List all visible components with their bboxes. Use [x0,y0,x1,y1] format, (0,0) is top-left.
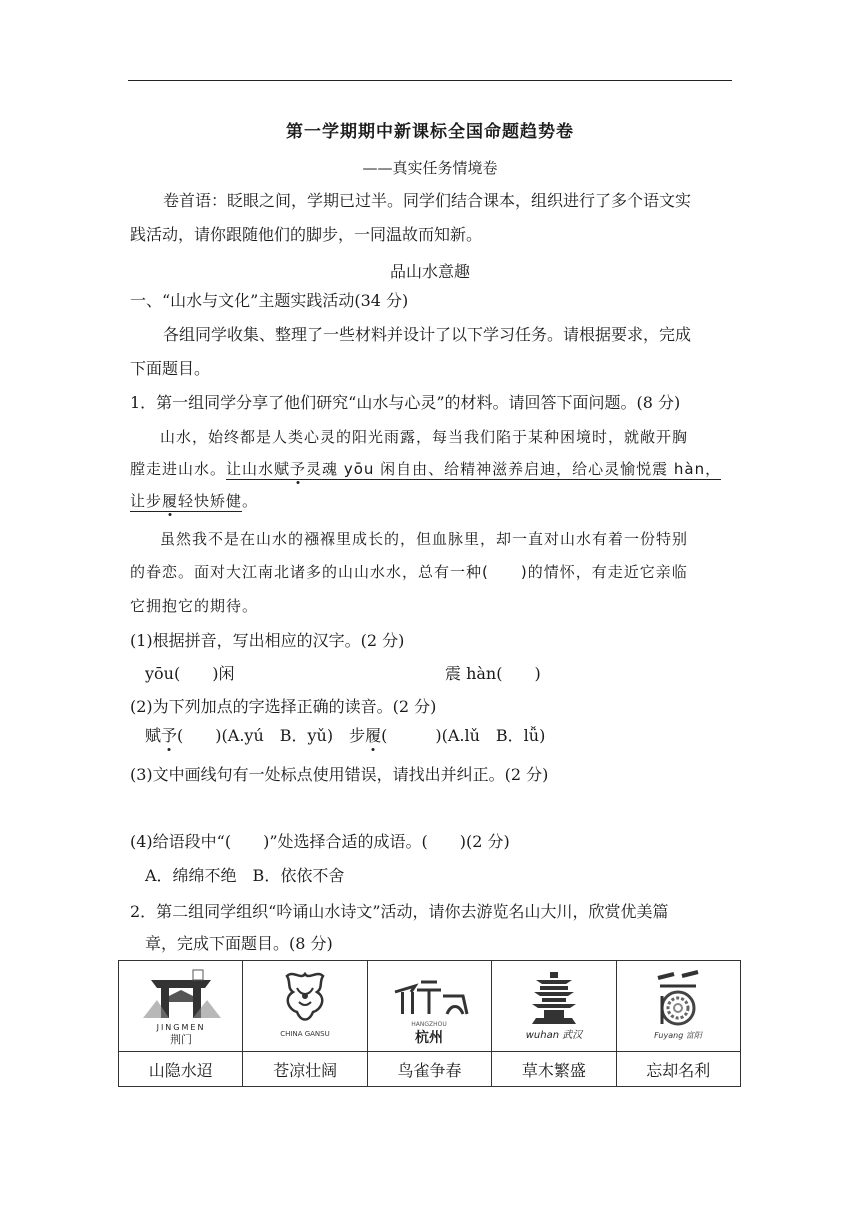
wuhan-logo-icon [506,966,602,1046]
city-logo-table [118,960,741,1087]
logo-cell [243,961,367,1052]
label-row [119,1052,741,1087]
part1-heading: 一、“山水与文化”主题实践活动(34 分) [130,291,409,310]
underlined-text: 轻快矫健 [178,492,243,510]
logo-caption: JINGMEN [156,1023,206,1032]
dotted-char: 予 [161,726,178,745]
q1-stem: 1．第一组同学分享了他们研究“山水与心灵”的材料。请回答下面问题。(8 分) [130,393,681,412]
passage-text: 。 [242,492,259,510]
q1-sub4: (4)给语段中“( )”处选择合适的成语。( )(2 分) [130,832,510,851]
logo-caption: CHINA GANSU [280,1030,330,1038]
jingmen-logo-icon [133,966,229,1046]
page-subtitle: ——真实任务情境卷 [362,159,498,177]
underlined-sentence-part-2 [130,492,242,512]
logo-cell [492,961,616,1052]
logo-caption: wuhan 武汉 [525,1030,583,1041]
underlined-text: 让山水赋 [226,460,291,478]
underlined-text: 灵魂 yōu 闲自由、给精神滋养启迪，给心灵愉悦震 hàn， [306,460,722,478]
sub2-text: ( )(A.yú B．yǔ) 步 [177,726,366,745]
logo-label: 山隐水迢 [119,1052,243,1087]
q1-sub1-blank-b[interactable]: 震 hàn( ) [445,664,541,683]
logo-cell [119,961,243,1052]
logo-label: 鸟雀争春 [367,1052,491,1087]
logo-caption: Fuyang 富阳 [654,1031,703,1040]
logo-name: 杭州 [415,1030,444,1046]
logo-cell [367,961,491,1052]
sub2-text: ( )(A.lǔ B．lǚ) [381,726,546,745]
q1-passage-line-1: 山水，始终都是人类心灵的阳光雨露，每当我们陷于某种困境时，就敞开胸 [160,428,689,446]
hangzhou-logo-icon [381,966,477,1046]
q1-sub1: (1)根据拼音，写出相应的汉字。(2 分) [130,631,405,650]
underlined-sentence-part-1 [226,460,721,480]
section-title: 品山水意趣 [389,262,470,281]
q1-passage2-line-1: 虽然我不是在山水的襁褓里成长的，但血脉里，却一直对山水有着一份特别 [160,530,689,548]
page-title: 第一学期期中新课标全国命题趋势卷 [286,122,574,142]
logo-label: 忘却名利 [616,1052,740,1087]
q1-sub2-options[interactable] [145,722,545,750]
fuyang-logo-icon [630,966,726,1046]
q1-sub4-options[interactable]: A．绵绵不绝 B．依依不舍 [145,866,345,885]
q2-stem-line-1: 2．第二组同学组织“吟诵山水诗文”活动，请你去游览名山大川，欣赏优美篇 [130,902,669,921]
q1-sub2: (2)为下列加点的字选择正确的读音。(2 分) [130,697,437,716]
passage-text: 膛走进山水。 [130,460,227,478]
logo-caption: HANGZHOU [411,1021,448,1028]
logo-label: 草木繁盛 [492,1052,616,1087]
dotted-char: 予 [290,460,307,478]
q1-passage2-line-2: 的眷恋。面对大江南北诸多的山山水水，总有一种( )的情怀，有走近它亲临 [130,563,688,581]
logo-label: 苍凉壮阔 [243,1052,367,1087]
header-rule [128,80,732,81]
logo-name: 荆门 [169,1033,192,1046]
q1-sub3: (3)文中画线句有一处标点使用错误，请找出并纠正。(2 分) [130,765,549,784]
logo-cell [616,961,740,1052]
q1-passage-line-3 [130,487,258,515]
q1-sub1-blank-a[interactable]: yōu( )闲 [145,664,235,683]
part1-intro-line-2: 下面题目。 [130,359,211,378]
q2-stem-line-2: 章，完成下面题目。(8 分) [145,934,333,953]
gansu-logo-icon [257,966,353,1046]
preface-line-2: 践活动，请你跟随他们的脚步，一同温故而知新。 [130,225,483,244]
q1-passage-line-2 [130,455,721,483]
preface-line-1: 卷首语：眨眼之间，学期已过半。同学们结合课本，组织进行了多个语文实 [163,191,692,210]
sub2-text: 赋 [145,726,162,745]
logo-row [119,961,741,1052]
dotted-char: 履 [365,726,382,745]
underlined-text: 让步 [130,492,163,510]
part1-intro-line-1: 各组同学收集、整理了一些材料并设计了以下学习任务。请根据要求，完成 [163,325,692,344]
dotted-char: 履 [162,492,179,510]
q1-passage2-line-3: 它拥抱它的期待。 [130,597,259,615]
